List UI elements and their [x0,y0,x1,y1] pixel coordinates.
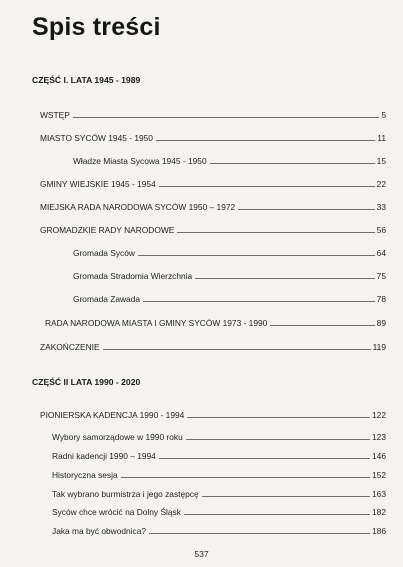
toc-entry-page: 186 [372,526,386,536]
toc-entry-page: 122 [372,410,386,420]
toc-entry-label: WSTĘP [40,110,70,120]
toc-leader-line [202,496,370,497]
toc-entry-page: 163 [372,489,386,499]
toc-entry-label: Gromada Syców [73,248,135,258]
toc-entry[interactable] [52,522,386,536]
toc-entry-label: Jaka ma być obwodnica? [52,526,147,536]
toc-leader-line [159,458,370,459]
toc-entry-page: 64 [376,248,386,258]
toc-entry-label: ZAKOŃCZENIE [40,342,100,352]
toc-entry-label: Gromada Zawada [73,294,141,304]
toc-entry-page: 56 [376,225,386,235]
toc-entry-page: 146 [372,451,386,461]
toc-leader-line [270,325,374,326]
toc-leader-line [121,477,370,478]
toc-entry[interactable] [40,406,386,420]
toc-leader-line [143,301,375,302]
toc-entry-label: PIONIERSKA KADENCJA 1990 - 1994 [40,410,185,420]
toc-entry-page: 33 [376,202,386,212]
toc-entry-page: 15 [376,156,386,166]
toc-entry[interactable] [73,267,386,281]
toc-entry-page: 5 [381,110,386,120]
page-number: 537 [194,549,209,559]
toc-entry-label: Radni kadencji 1990 – 1994 [52,451,156,461]
toc-entry[interactable] [73,152,386,166]
toc-entry-page: 123 [372,432,386,442]
toc-leader-line [187,417,370,418]
toc-leader-line [184,514,370,515]
toc-entry-label: Wybory samorządowe w 1990 roku [52,432,183,442]
toc-entry-label: RADA NARODOWA MIASTA I GMINY SYCÓW 1973 - 1990 [45,318,268,328]
toc-entry[interactable] [40,221,386,235]
toc-entry-page: 182 [372,507,386,517]
toc-leader-line [138,255,375,256]
toc-entry[interactable] [40,338,386,352]
toc-entry-label: MIEJSKA RADA NARODOWA SYCÓW 1950 – 1972 [40,202,236,212]
toc-entry-page: 75 [376,271,386,281]
toc-entry[interactable] [52,428,386,442]
toc-leader-line [177,232,374,233]
part-heading: CZĘŚĆ II LATA 1990 - 2020 [32,377,141,387]
toc-entry[interactable] [40,106,386,120]
toc-leader-line [156,140,375,141]
page-title: Spis treści [32,13,161,41]
toc-entry-label: Historyczna sesja [52,470,118,480]
toc-leader-line [238,209,374,210]
toc-leader-line [73,117,380,118]
toc-entry-label: GMINY WIEJSKIE 1945 - 1954 [40,179,156,189]
toc-leader-line [195,278,375,279]
toc-entry-label: Syców chce wrócić na Dolny Śląsk [52,507,181,517]
toc-leader-line [149,533,370,534]
part-heading: CZĘŚĆ I. LATA 1945 - 1989 [32,75,141,85]
toc-leader-line [103,349,371,350]
toc-entry[interactable] [52,485,386,499]
toc-entry-page: 89 [376,318,386,328]
toc-entry[interactable] [40,198,386,212]
toc-entry-page: 22 [376,179,386,189]
toc-entry[interactable] [45,314,386,328]
toc-entry[interactable] [40,129,386,143]
toc-entry[interactable] [52,447,386,461]
toc-entry[interactable] [73,244,386,258]
toc-entry[interactable] [52,466,386,480]
toc-leader-line [210,163,375,164]
toc-leader-line [186,439,370,440]
toc-entry[interactable] [40,175,386,189]
toc-entry[interactable] [73,290,386,304]
toc-entry-page: 119 [372,342,386,352]
toc-entry-label: GROMADZKIE RADY NARODOWE [40,225,175,235]
toc-entry-page: 11 [377,133,386,143]
toc-entry-label: Władze Miasta Sycowa 1945 - 1950 [73,156,207,166]
toc-entry-label: Gromada Stradomia Wierzchnia [73,271,193,281]
toc-entry[interactable] [52,503,386,517]
toc-entry-page: 78 [376,294,386,304]
toc-leader-line [159,186,375,187]
toc-entry-label: MIASTO SYCÓW 1945 - 1950 [40,133,153,143]
toc-entry-label: Tak wybrano burmistrza i jego zastępcę [52,489,199,499]
toc-entry-page: 152 [372,470,386,480]
